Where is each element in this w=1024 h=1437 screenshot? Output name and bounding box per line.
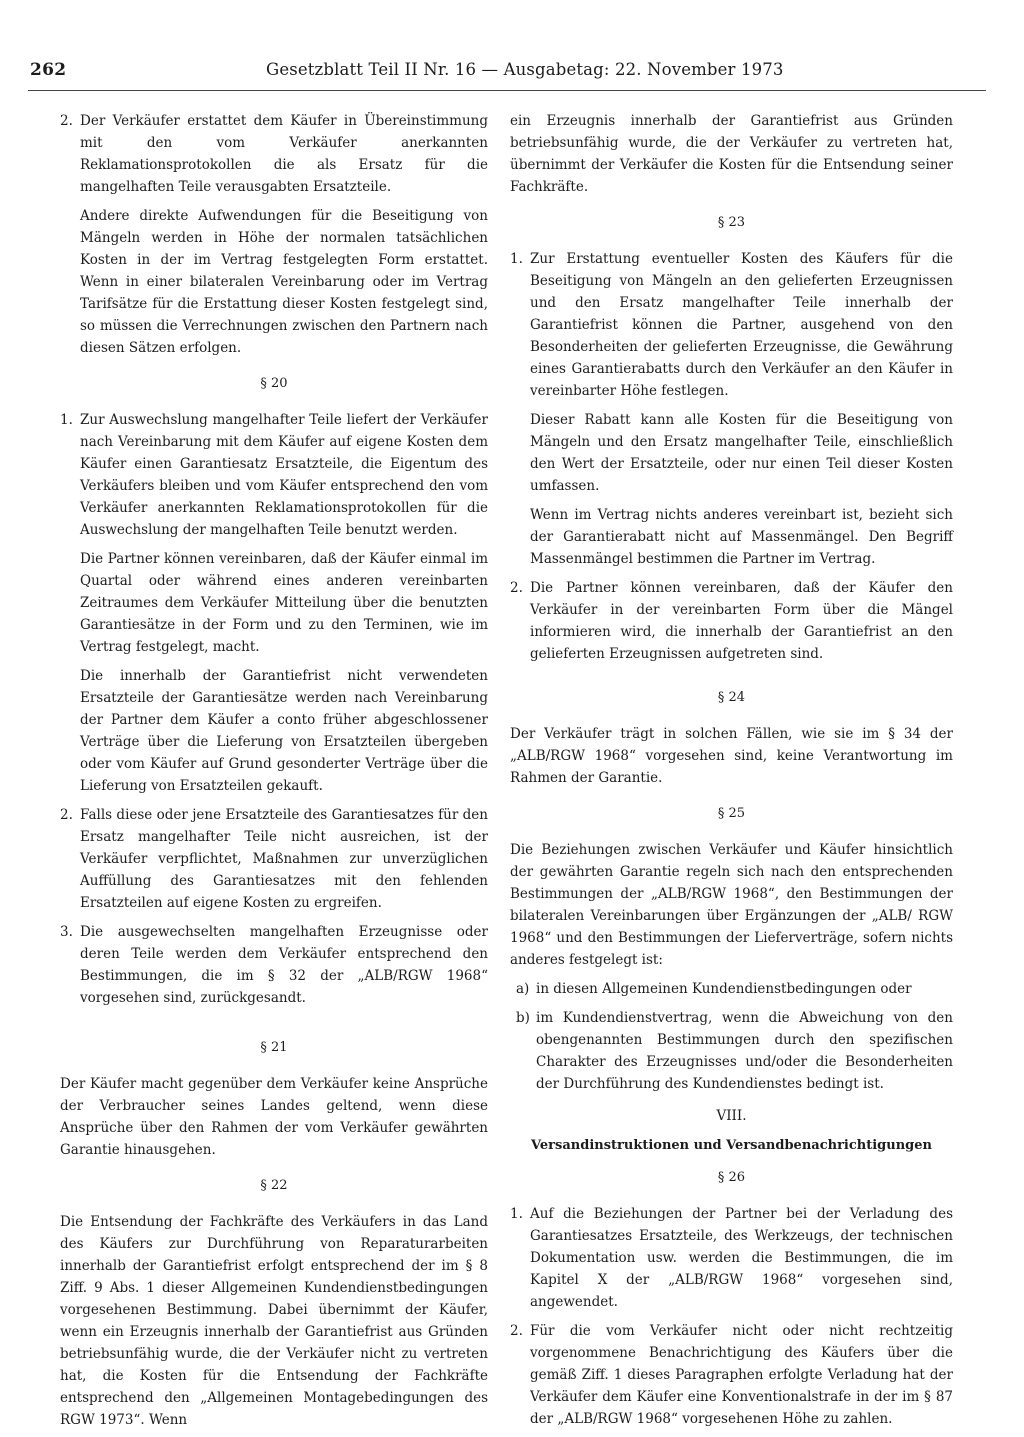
section-heading-21: § 21 <box>260 1040 288 1055</box>
list-item-25-a <box>510 978 953 1000</box>
paragraph-text: Zur Auswechslung mangelhafter Teile liefert der Verkäufer nach Vereinbarung mit dem Käufer auf eigene Kosten dem Käufer einen Garantiesatz Ersatzteile, die Eigentum des Verkäufers bleiben und vom Käufer entsprechend den vom Verkäufer anerkannten Reklamationsprotokollen für die Auswechslung der mangelhaften Teile benutzt werden. <box>80 412 488 538</box>
paragraph-20-3 <box>60 921 488 1009</box>
paragraph-text: Die Partner können vereinbaren, daß der Käufer den Verkäufer in der vereinbarten Form über die Mängel informieren wird, die innerhalb der Garantiefrist an den gelieferten Erzeugnissen aufgetreten sind. <box>530 580 953 662</box>
paragraph-text: Dieser Rabatt kann alle Kosten für die Beseitigung von Mängeln und den Ersatz mangelhafter Teile, einschließlich den Wert der Ersatzteile, oder nur einen Teil dieser Kosten umfassen. <box>530 412 953 494</box>
header-rule <box>28 90 986 91</box>
paragraph-25: Die Beziehungen zwischen Verkäufer und Käufer hinsichtlich der gewährten Garantie regeln sich nach den entsprechenden Bestimmungen der „ALB/RGW 1968“, den Bestimmungen der bilateralen Vereinbarungen über Ergänzungen der „ALB/ RGW 1968“ und den Bestimmungen der Lieferverträge, sofern nichts anderes festgelegt ist: <box>510 842 953 968</box>
paragraph-19-2 <box>60 110 488 359</box>
paragraph-20-1 <box>60 409 488 797</box>
section-heading-26: § 26 <box>717 1170 746 1185</box>
page-number: 262 <box>30 60 67 80</box>
chapter-title: Versandinstruktionen und Versandbenachrichtigungen <box>531 1138 932 1153</box>
item-letter: b) <box>516 1010 530 1026</box>
section-heading-22: § 22 <box>260 1178 288 1193</box>
paragraph-23-2 <box>510 577 953 665</box>
paragraph-text: Andere direkte Aufwendungen für die Beseitigung von Mängeln werden in Höhe der normalen tatsächlichen Kosten in der im Vertrag festgelegten Form erstattet. Wenn in einer bilateralen Vereinbarung oder im Vertrag Tarifsätze für die Erstattung dieser Kosten festgelegt sind, so müssen die Verrechnungen zwischen den Partnern nach diesen Sätzen erfolgen. <box>80 208 488 356</box>
section-heading-25: § 25 <box>717 806 746 821</box>
item-number: 2. <box>60 807 73 823</box>
paragraph-text: in diesen Allgemeinen Kundendienstbedingungen oder <box>536 981 912 997</box>
paragraph-text: Der Verkäufer erstattet dem Käufer in Übereinstimmung mit den vom Verkäufer anerkannten Reklamationsprotokollen die als Ersatz für die mangelhaften Teile verausgabten Ersatzteile. <box>80 113 488 195</box>
paragraph-text: Wenn im Vertrag nichts anderes vereinbart ist, bezieht sich der Garantierabatt nicht auf Massenmängel. Den Begriff Massenmängel bestimmen die Partner im Vertrag. <box>530 507 953 567</box>
paragraph-26-1 <box>510 1203 953 1313</box>
paragraph-23-1 <box>510 248 953 570</box>
paragraph-22: Die Entsendung der Fachkräfte des Verkäufers in das Land des Käufers zur Durchführung von Reparaturarbeiten innerhalb der Garantiefrist erfolgt entsprechend der im § 8 Ziff. 9 Abs. 1 dieser Allgemeinen Kundendienstbedingungen vorgesehenen Bestimmung. Dabei übernimmt der Käufer, wenn ein Erzeugnis innerhalb der Garantiefrist aus Gründen betriebsunfähig wurde, die der Verkäufer nicht zu vertreten hat, die Kosten für die Entsendung der Fachkräfte entsprechend den „Allgemeinen Montagebedingungen des RGW 1973“. Wenn <box>60 1214 488 1428</box>
paragraph-text: Falls diese oder jene Ersatzteile des Garantiesatzes für den Ersatz mangelhafter Teile nicht ausreichen, ist der Verkäufer verpflichtet, Maßnahmen zur unverzüglichen Auffüllung des Garantiesatzes mit den fehlenden Ersatzteilen auf eigene Kosten zu ergreifen. <box>80 807 488 911</box>
list-item-25-b <box>510 1007 953 1095</box>
item-number: 1. <box>510 251 523 267</box>
paragraph-text: Die Partner können vereinbaren, daß der Käufer einmal im Quartal oder während eines anderen vereinbarten Zeitraumes dem Verkäufer Mitteilung über die benutzten Garantiesätze in der Form und zu den Terminen, wie im Vertrag festgelegt, macht. <box>80 551 488 655</box>
section-heading-20: § 20 <box>260 376 288 391</box>
item-number: 1. <box>60 412 73 428</box>
paragraph-22-continued: ein Erzeugnis innerhalb der Garantiefrist aus Gründen betriebsunfähig wurde, die der Verkäufer zu vertreten hat, übernimmt der Verkäufer die Kosten für die Entsendung seiner Fachkräfte. <box>510 113 953 195</box>
paragraph-26-2 <box>510 1320 953 1430</box>
paragraph-21: Der Käufer macht gegenüber dem Verkäufer keine Ansprüche der Verbraucher seines Landes geltend, wenn diese Ansprüche über den Rahmen der vom Verkäufer gewährten Garantie hinausgehen. <box>60 1076 488 1158</box>
chapter-number: VIII. <box>716 1108 747 1124</box>
item-number: 1. <box>510 1206 523 1222</box>
paragraph-text: Zur Erstattung eventueller Kosten des Käufers für die Beseitigung von Mängeln an den gelieferten Erzeugnissen und den Ersatz mangelhafter Teile innerhalb der Garantiefrist können die Partner, ausgehend von den Besonderheiten der gelieferten Erzeugnisse, die Gewährung eines Garantierabatts durch den Verkäufer an den Käufer in vereinbarter Höhe festlegen. <box>530 251 953 399</box>
paragraph-text: Die innerhalb der Garantiefrist nicht verwendeten Ersatzteile der Garantiesätze werden nach Vereinbarung der Partner dem Käufer a conto früher abgeschlossener Verträge über die Lieferung von Ersatzteilen übergeben oder vom Käufer auf Grund gesonderter Verträge über die Lieferung von Ersatzteilen gekauft. <box>80 668 488 794</box>
running-head: Gesetzblatt Teil II Nr. 16 — Ausgabetag: 22. November 1973 <box>266 60 784 79</box>
item-number: 2. <box>510 1323 523 1339</box>
left-column <box>60 110 488 1431</box>
paragraph-20-2 <box>60 804 488 914</box>
paragraph-text: Auf die Beziehungen der Partner bei der Verladung des Garantiesatzes Ersatzteile, des Werkzeugs, der technischen Dokumentation usw. werden die Bestimmungen, die im Kapitel X der „ALB/RGW 1968“ vorgesehen sind, angewendet. <box>530 1206 953 1310</box>
section-heading-23: § 23 <box>717 215 746 230</box>
item-number: 2. <box>60 113 73 129</box>
item-letter: a) <box>516 981 530 997</box>
right-column <box>510 110 953 1437</box>
item-number: 3. <box>60 924 73 940</box>
paragraph-text: im Kundendienstvertrag, wenn die Abweichung von den obengenannten Bestimmungen durch den spezifischen Charakter des Erzeugnisses und/oder die Besonderheiten der Durchführung des Kundendienstes bedingt ist. <box>536 1010 953 1092</box>
section-heading-24: § 24 <box>717 690 746 705</box>
item-number: 2. <box>510 580 523 596</box>
paragraph-24: Der Verkäufer trägt in solchen Fällen, wie sie im § 34 der „ALB/RGW 1968“ vorgesehen sind, keine Verantwortung im Rahmen der Garantie. <box>510 726 953 786</box>
paragraph-text: Die ausgewechselten mangelhaften Erzeugnisse oder deren Teile werden dem Verkäufer entsprechend den Bestimmungen, die im § 32 der „ALB/RGW 1968“ vorgesehen sind, zurückgesandt. <box>80 924 488 1006</box>
paragraph-text: Für die vom Verkäufer nicht oder nicht rechtzeitig vorgenommene Benachrichtigung des Käufers über die gemäß Ziff. 1 dieses Paragraphen erfolgte Verladung hat der Verkäufer dem Käufer eine Konventionalstrafe in der im § 87 der „ALB/RGW 1968“ vorgesehenen Höhe zu zahlen. <box>530 1323 953 1427</box>
